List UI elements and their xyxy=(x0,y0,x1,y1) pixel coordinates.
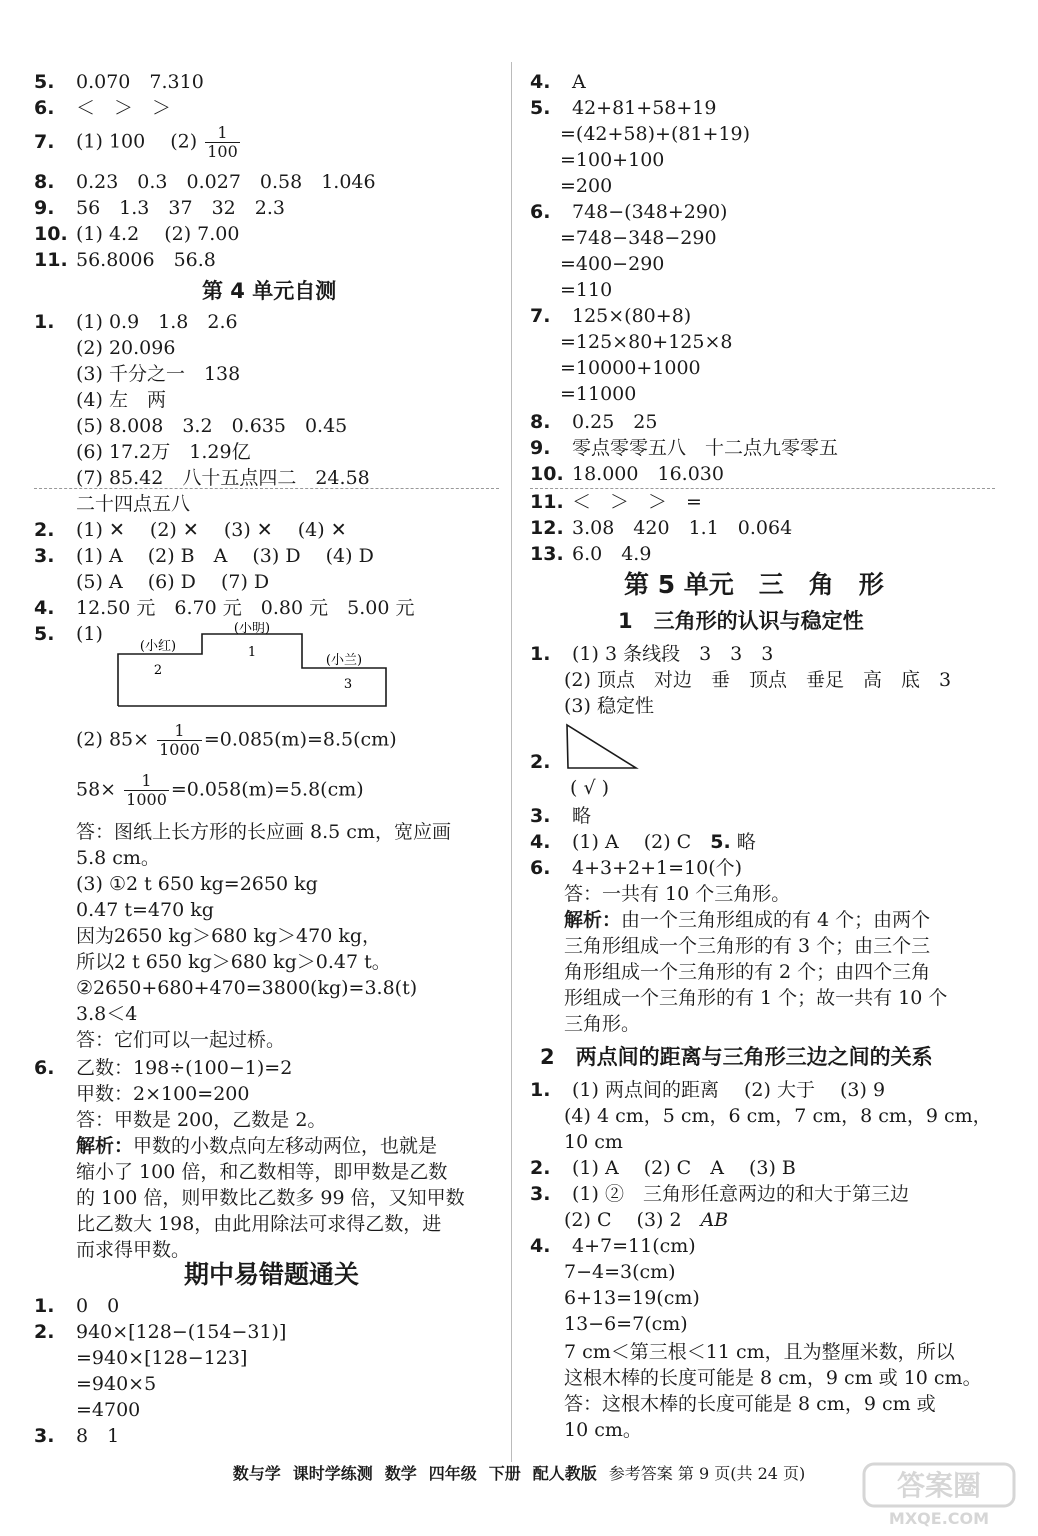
watermark-logo xyxy=(858,1460,1028,1534)
footer-series: 课时学练测 xyxy=(292,1464,373,1483)
u4-answer-1: 1. (1) 0.9 1.8 2.6 xyxy=(34,311,238,333)
answer-6: 6. ＜ ＞ ＞ xyxy=(34,97,172,119)
answer-11: 11. 56.8006 56.8 xyxy=(34,249,216,271)
u4-answer-5-2: (2) 85× $\frac{1}{1000}$ =0.085(m)=8.5(cm) xyxy=(76,721,397,759)
s1-answer-6-line: 三角形。 xyxy=(564,1013,641,1035)
u4-answer-6-line: 缩小了 100 倍，和乙数相等，即甲数是乙数 xyxy=(76,1161,448,1183)
u4-answer-6: 6. 乙数：198÷(100−1)=2 xyxy=(34,1057,293,1079)
podium-label-3: (小兰) xyxy=(325,653,363,668)
mid-answer-5-line: =(42+58)+(81+19) xyxy=(560,123,751,145)
mid-answer-7-line: =10000+1000 xyxy=(560,357,701,379)
s2-answer-4: 4. 4+7=11(cm) xyxy=(530,1235,696,1257)
footer-volume: 下册 xyxy=(488,1464,521,1483)
u4-answer-1-line: (7) 85.42 八十五点四二 24.58 xyxy=(76,467,370,489)
u4-answer-6-line: 比乙数大 198，由此用除法可求得乙数，进 xyxy=(76,1213,442,1235)
s1-answer-6-line: 答：一共有 10 个三角形。 xyxy=(564,883,791,905)
s2-answer-4-line: 13−6=7(cm) xyxy=(564,1313,688,1335)
mid-answer-2-line: =940×[128−123] xyxy=(76,1347,248,1369)
u4-answer-1-line: (4) 左 两 xyxy=(76,389,166,411)
u4-answer-4: 4. 12.50 元 6.70 元 0.80 元 5.00 元 xyxy=(34,597,415,619)
mid-answer-7: 7. 125×(80+8) xyxy=(530,305,692,327)
u4-answer-5-line: (3) ①2 t 650 kg=2650 kg xyxy=(76,873,318,895)
podium-label-1: (小明) xyxy=(233,622,271,636)
s2-answer-3: 3. (1) ② 三角形任意两边的和大于第三边 xyxy=(530,1183,909,1205)
u4-answer-6-line: 甲数：2×100=200 xyxy=(76,1083,250,1105)
footer-page: 第 9 页 xyxy=(677,1464,731,1483)
s1-answer-6: 6. 4+3+2+1=10(个) xyxy=(530,857,743,879)
u4-answer-6-line: 而求得甲数。 xyxy=(76,1239,191,1261)
podium-label-2: (小红) xyxy=(139,639,177,654)
podium-num-1: 1 xyxy=(247,645,257,660)
mid-answer-13: 13. 6.0 4.9 xyxy=(530,543,652,565)
mid-answer-7-line: =11000 xyxy=(560,383,637,405)
u4-answer-5-line: 3.8＜4 xyxy=(76,1003,138,1025)
fraction: $\frac{1}{1000}$ xyxy=(159,721,200,759)
mid-answer-4: 4. A xyxy=(530,71,586,93)
mid-answer-2-line: =940×5 xyxy=(76,1373,157,1395)
u4-answer-3-line: (5) A (6) D (7) D xyxy=(76,571,270,593)
unit5-heading: 第 5 单元 三 角 形 xyxy=(624,570,884,599)
footer-grade: 四年级 xyxy=(428,1464,477,1483)
s1-answer-6-line: 角形组成一个三角形的有 2 个；由四个三角 xyxy=(564,961,931,983)
podium-num-2: 2 xyxy=(153,663,163,678)
u4-answer-1-line: 二十四点五八 xyxy=(76,493,191,515)
s2-answer-2: 2. (1) A (2) C A (3) B xyxy=(530,1157,796,1179)
podium-num-3: 3 xyxy=(343,677,353,692)
u4-answer-1-line: (2) 20.096 xyxy=(76,337,176,359)
footer-subject: 数学 xyxy=(384,1464,417,1483)
mid-answer-3: 3. 8 1 xyxy=(34,1425,120,1447)
mid-answer-6-line: =110 xyxy=(560,279,613,301)
mid-answer-10: 10. 18.000 16.030 xyxy=(530,463,724,485)
answer-7: 7. (1) 100 (2) $\frac{1}{100}$ xyxy=(34,123,238,161)
s2-answer-1-line: (4) 4 cm，5 cm，6 cm，7 cm，8 cm，9 cm， xyxy=(564,1105,992,1127)
u4-answer-6-analysis: 解析：甲数的小数点向左移动两位，也就是 xyxy=(76,1135,438,1157)
s2-answer-1: 1. (1) 两点间的距离 (2) 大于 (3) 9 xyxy=(530,1079,886,1101)
s2-answer-4-line: 6+13=19(cm) xyxy=(564,1287,700,1309)
u4-answer-3: 3. (1) A (2) B A (3) D (4) D xyxy=(34,545,374,567)
mid-answer-9: 9. 零点零零五八 十二点九零零五 xyxy=(530,437,839,459)
unit4-heading: 第 4 单元自测 xyxy=(202,279,337,303)
u4-answer-1-line: (5) 8.008 3.2 0.635 0.45 xyxy=(76,415,348,437)
s1-answer-4-5: 4. (1) A (2) C 5. 略 xyxy=(530,831,756,853)
answer-8: 8. 0.23 0.3 0.027 0.58 1.046 xyxy=(34,171,376,193)
svg-text:MXQE.COM: MXQE.COM xyxy=(888,1509,990,1528)
u4-answer-5-line: 5.8 cm。 xyxy=(76,847,160,869)
s1-answer-3: 3. 略 xyxy=(530,805,592,827)
mid-answer-6-line: =748−348−290 xyxy=(560,227,717,249)
mid-answer-6: 6. 748−(348+290) xyxy=(530,201,728,223)
mid-answer-11: 11. ＜ ＞ ＞ = xyxy=(530,491,702,513)
u4-answer-5-line: 所以2 t 650 kg＞680 kg＞0.47 t。 xyxy=(76,951,391,973)
mid-answer-5-line: =100+100 xyxy=(560,149,665,171)
midterm-heading: 期中易错题通关 xyxy=(184,1260,360,1289)
footer-answers: 参考答案 xyxy=(608,1464,673,1483)
s2-answer-4-line: 7 cm＜第三根＜11 cm，且为整厘米数，所以 xyxy=(564,1341,955,1363)
s1-answer-6-analysis: 解析：由一个三角形组成的有 4 个；由两个 xyxy=(564,909,931,931)
fold-line-right xyxy=(530,488,995,489)
u4-answer-6-line: 答：甲数是 200，乙数是 2。 xyxy=(76,1109,327,1131)
section1-heading: 1 三角形的认识与稳定性 xyxy=(618,609,864,633)
u4-answer-2: 2. (1) ✕ (2) ✕ (3) ✕ (4) ✕ xyxy=(34,519,347,541)
answer-9: 9. 56 1.3 37 32 2.3 xyxy=(34,197,285,219)
u4-answer-5-line: 因为2650 kg＞680 kg＞470 kg， xyxy=(76,925,382,947)
u4-answer-5-line: 0.47 t=470 kg xyxy=(76,899,214,921)
watermark-stamp xyxy=(858,1460,1028,1530)
mid-answer-5-line: =200 xyxy=(560,175,613,197)
u4-answer-5-line: ②2650+680+470=3800(kg)=3.8(t) xyxy=(76,977,418,999)
mid-answer-2-line: =4700 xyxy=(76,1399,141,1421)
section2-heading: 2 两点间的距离与三角形三边之间的关系 xyxy=(540,1045,933,1069)
u4-answer-5-3: 58× $\frac{1}{1000}$ =0.058(m)=5.8(cm) xyxy=(76,771,364,809)
u4-answer-1-line: (3) 千分之一 138 xyxy=(76,363,241,385)
s2-answer-4-line: 7−4=3(cm) xyxy=(564,1261,676,1283)
triangle-figure xyxy=(564,722,640,774)
mid-answer-8: 8. 0.25 25 xyxy=(530,411,658,433)
mid-answer-6-line: =400−290 xyxy=(560,253,665,275)
s2-answer-4-line: 这根木棒的长度可能是 8 cm，9 cm 或 10 cm。 xyxy=(564,1367,982,1389)
mid-answer-2: 2. 940×[128−(154−31)] xyxy=(34,1321,287,1343)
mid-answer-7-line: =125×80+125×8 xyxy=(560,331,733,353)
fraction: $\frac{1}{100}$ xyxy=(207,123,238,161)
mid-answer-12: 12. 3.08 420 1.1 0.064 xyxy=(530,517,793,539)
s1-answer-2-check: ( √ ) xyxy=(570,777,610,799)
u4-answer-6-line: 的 100 倍，则甲数比乙数多 99 倍，又知甲数 xyxy=(76,1187,465,1209)
u4-answer-1-line: (6) 17.2万 1.29亿 xyxy=(76,441,251,463)
s1-answer-1: 1. (1) 3 条线段 3 3 3 xyxy=(530,643,774,665)
column-divider xyxy=(511,62,512,1462)
fraction: $\frac{1}{1000}$ xyxy=(126,771,167,809)
s1-answer-1-line: (2) 顶点 对边 垂 顶点 垂足 高 底 3 xyxy=(564,669,952,691)
svg-text:答案圈: 答案圈 xyxy=(896,1469,982,1502)
mid-answer-1: 1. 0 0 xyxy=(34,1295,120,1317)
u4-answer-5-line: 答：它们可以一起过桥。 xyxy=(76,1029,286,1051)
s1-answer-6-line: 形组成一个三角形的有 1 个；故一共有 10 个 xyxy=(564,987,948,1009)
footer-total: (共 24 页) xyxy=(730,1464,806,1483)
footer-edition: 配人教版 xyxy=(532,1464,597,1483)
s1-answer-6-line: 三角形组成一个三角形的有 3 个；由三个三 xyxy=(564,935,931,957)
s2-answer-4-line: 答：这根木棒的长度可能是 8 cm，9 cm 或 xyxy=(564,1393,936,1415)
s1-answer-2: 2. xyxy=(530,751,551,773)
podium-diagram xyxy=(116,622,391,708)
u4-answer-5-line: 答：图纸上长方形的长应画 8.5 cm，宽应画 xyxy=(76,821,451,843)
footer-brand: 数与学 xyxy=(232,1464,281,1483)
s2-answer-4-line: 10 cm。 xyxy=(564,1419,642,1441)
mid-answer-5: 5. 42+81+58+19 xyxy=(530,97,717,119)
s2-answer-3-line: (2) C (3) 2 AB xyxy=(564,1209,729,1231)
answer-5: 5. 0.070 7.310 xyxy=(34,71,204,93)
u4-answer-5: 5. (1) xyxy=(34,623,103,645)
s2-answer-1-line: 10 cm xyxy=(564,1131,623,1153)
answer-10: 10. (1) 4.2 (2) 7.00 xyxy=(34,223,240,245)
s1-answer-1-line: (3) 稳定性 xyxy=(564,695,654,717)
